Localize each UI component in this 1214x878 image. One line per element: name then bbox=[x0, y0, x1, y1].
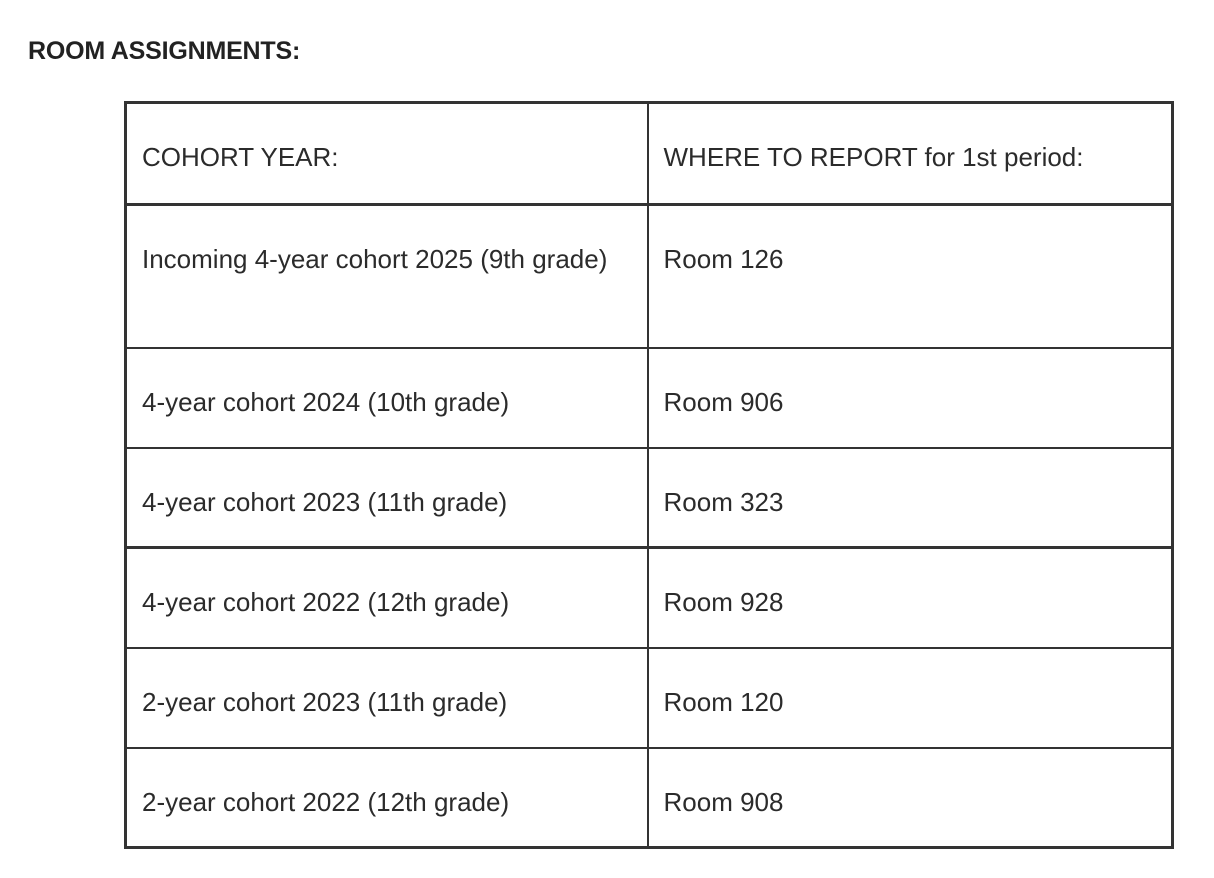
cohort-cell: 4-year cohort 2022 (12th grade) bbox=[126, 548, 648, 648]
cohort-cell: 4-year cohort 2024 (10th grade) bbox=[126, 348, 648, 448]
table-row bbox=[126, 748, 1173, 848]
table-row bbox=[126, 448, 1173, 548]
table-row bbox=[126, 348, 1173, 448]
header-cohort-year: COHORT YEAR: bbox=[126, 103, 648, 205]
room-assignments-table bbox=[124, 101, 1174, 849]
cohort-cell: 4-year cohort 2023 (11th grade) bbox=[126, 448, 648, 548]
room-cell: Room 323 bbox=[648, 448, 1173, 548]
cohort-cell: 2-year cohort 2023 (11th grade) bbox=[126, 648, 648, 748]
table-row bbox=[126, 548, 1173, 648]
room-cell: Room 928 bbox=[648, 548, 1173, 648]
room-cell: Room 906 bbox=[648, 348, 1173, 448]
cohort-cell: Incoming 4-year cohort 2025 (9th grade) bbox=[126, 205, 648, 348]
table-header-row bbox=[126, 103, 1173, 205]
table-row bbox=[126, 205, 1173, 348]
table-row bbox=[126, 648, 1173, 748]
header-where-to-report: WHERE TO REPORT for 1st period: bbox=[648, 103, 1173, 205]
cohort-cell: 2-year cohort 2022 (12th grade) bbox=[126, 748, 648, 848]
page-heading: ROOM ASSIGNMENTS: bbox=[28, 37, 301, 65]
room-cell: Room 126 bbox=[648, 205, 1173, 348]
room-cell: Room 120 bbox=[648, 648, 1173, 748]
room-cell: Room 908 bbox=[648, 748, 1173, 848]
